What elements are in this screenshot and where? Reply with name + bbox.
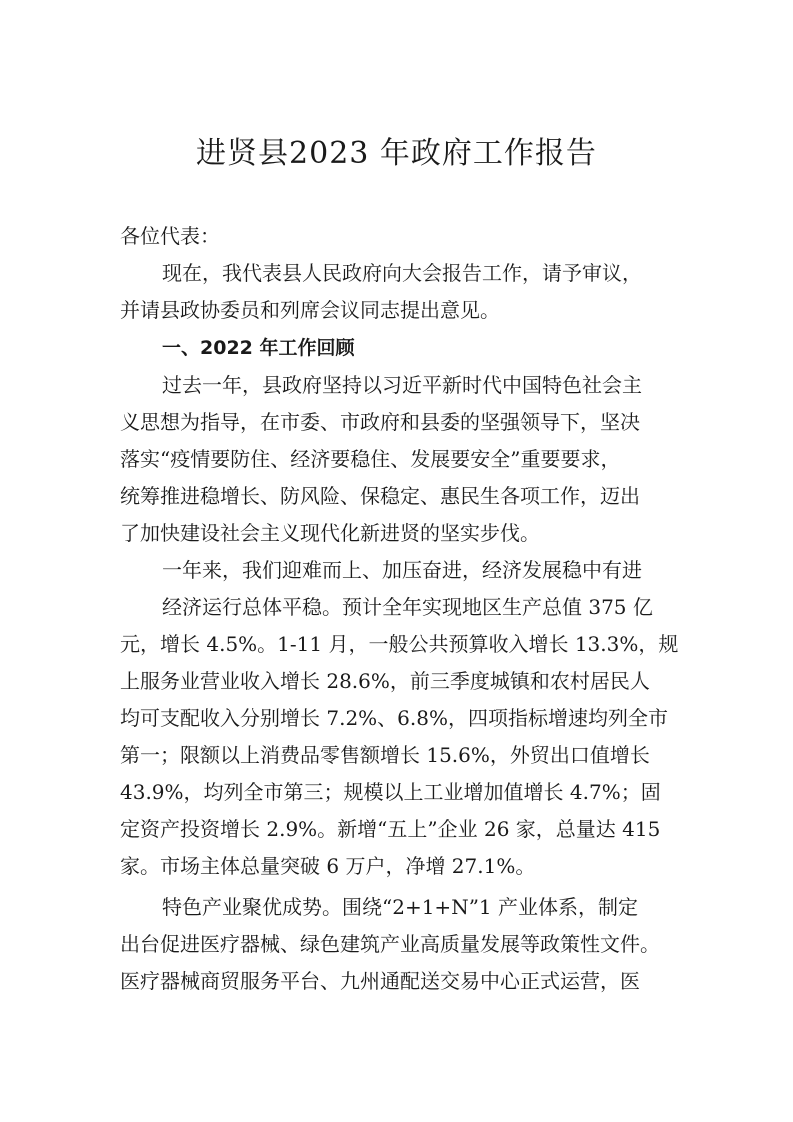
- section-heading: 一、2022 年工作回顾: [162, 337, 355, 359]
- paragraph-line: 经济运行总体平稳。预计全年实现地区生产总值 375 亿: [162, 595, 653, 619]
- salutation: 各位代表：: [120, 224, 220, 248]
- paragraph-line: 43.9%，均列全市第三；规模以上工业增加值增长 4.7%；固: [120, 780, 661, 804]
- paragraph-line: 上服务业营业收入增长 28.6%，前三季度城镇和农村居民人: [120, 669, 650, 693]
- paragraph-line: 定资产投资增长 2.9%。新增“五上”企业 26 家，总量达 415: [120, 817, 661, 841]
- paragraph-line: 医疗器械商贸服务平台、九州通配送交易中心正式运营，医: [120, 969, 640, 993]
- paragraph-line: 出台促进医疗器械、绿色建筑产业高质量发展等政策性文件。: [120, 932, 660, 956]
- paragraph-line: 均可支配收入分别增长 7.2%、6.8%，四项指标增速均列全市: [120, 706, 668, 730]
- paragraph-line: 一年来，我们迎难而上、加压奋进，经济发展稳中有进: [162, 558, 642, 582]
- paragraph-line: 义思想为指导，在市委、市政府和县委的坚强领导下，坚决: [120, 410, 640, 434]
- paragraph-line: 家。市场主体总量突破 6 万户，净增 27.1%。: [120, 854, 536, 878]
- paragraph-line: 落实“疫情要防住、经济要稳住、发展要安全”重要要求，: [120, 447, 621, 471]
- paragraph-line: 第一；限额以上消费品零售额增长 15.6%，外贸出口值增长: [120, 743, 650, 767]
- document-title: 进贤县2023 年政府工作报告: [196, 136, 597, 171]
- paragraph-line: 并请县政协委员和列席会议同志提出意见。: [120, 298, 500, 322]
- paragraph-line: 统筹推进稳增长、防风险、保稳定、惠民生各项工作，迈出: [120, 484, 640, 508]
- paragraph-line: 元，增长 4.5%。1-11 月，一般公共预算收入增长 13.3%，规: [120, 632, 679, 656]
- paragraph-line: 特色产业聚优成势。围绕“2+1+N”1 产业体系，制定: [162, 895, 638, 919]
- paragraph-line: 现在，我代表县人民政府向大会报告工作，请予审议，: [162, 261, 642, 285]
- paragraph-line: 了加快建设社会主义现代化新进贤的坚实步伐。: [120, 521, 540, 545]
- paragraph-line: 过去一年，县政府坚持以习近平新时代中国特色社会主: [162, 373, 642, 397]
